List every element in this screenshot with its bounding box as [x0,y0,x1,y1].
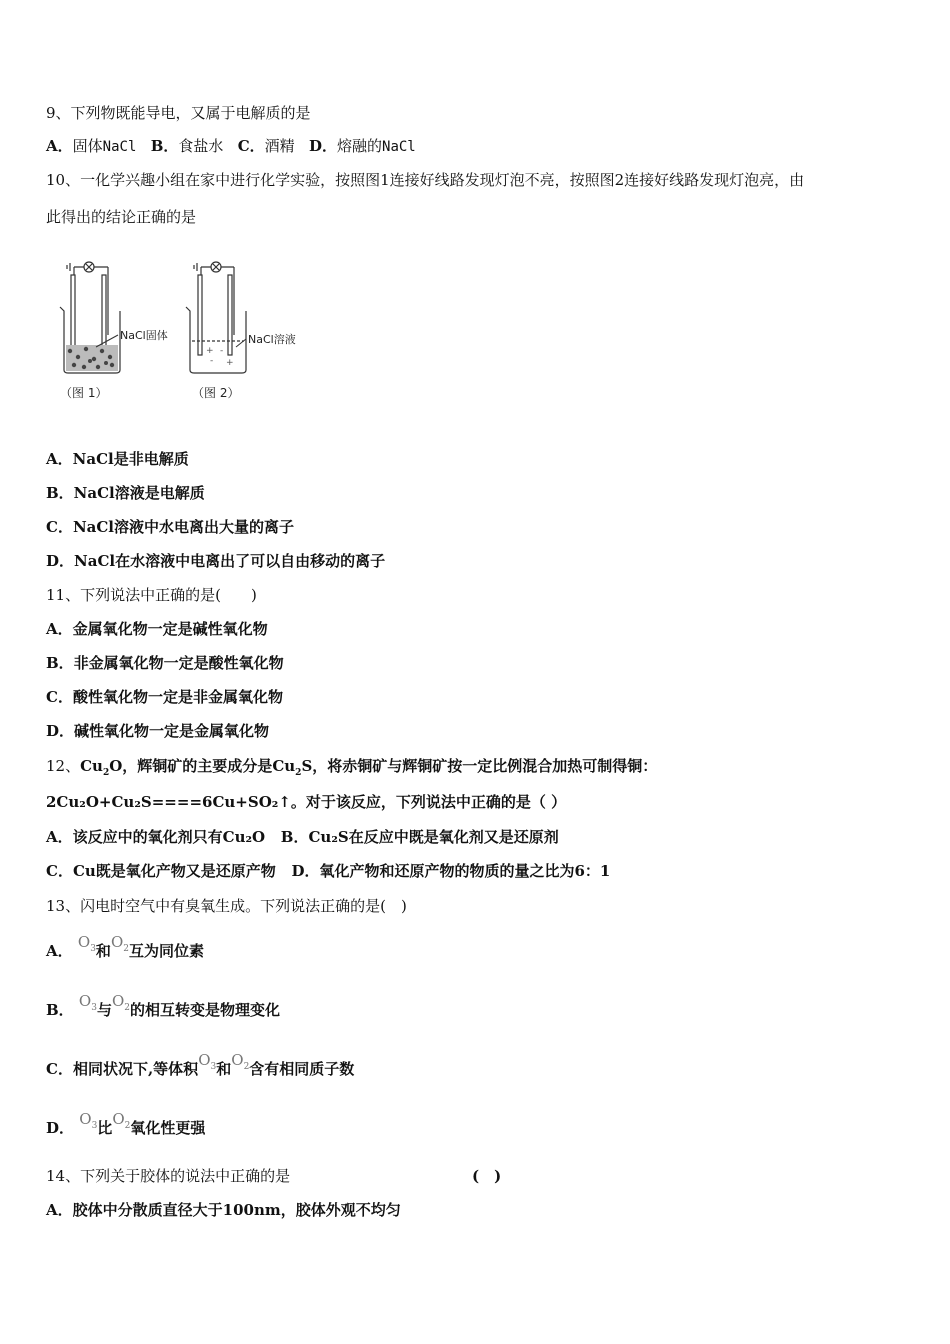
figure1-label: NaCl固体 [120,329,168,342]
q10-stem-line2: 此得出的结论正确的是 [46,208,197,226]
q10-option-a: A．NaCl是非电解质 [46,450,189,468]
q9-b-label: B． [150,137,179,155]
q13-option-b [46,992,281,1027]
q10-figure [56,255,316,415]
q13-d-label: D． [46,1119,75,1137]
q12-stem-part2: ，将赤铜矿与辉铜矿按一定比例混合加热可制得铜： [312,757,658,775]
figure2-label: NaCl溶液 [248,333,296,346]
ozone-formula: $O_3$ [79,1110,98,1131]
svg-text:+: + [206,346,214,356]
figure2-pointer [236,339,246,347]
q9-a-text: 固体 [72,137,103,155]
svg-text:-: - [210,356,214,366]
q9-d-text: 熔融的 [337,137,383,155]
ozone-formula: $O_3$ [78,992,97,1013]
ozone-formula: $O_3$ [77,933,96,954]
q10-option-b: B．NaCl溶液是电解质 [46,484,205,502]
oxygen-formula: $O_2$ [112,1110,131,1131]
q12-number: 12、 [46,757,81,775]
q11-stem: 11、下列说法中正确的是( ) [46,586,257,604]
oxygen-formula: $O_2$ [110,933,129,954]
q12-options-cd [46,861,610,881]
svg-text:+: + [226,358,234,368]
ozone-formula: $O_3$ [198,1051,217,1072]
q13-a-end: 互为同位素 [128,942,204,960]
figure1-caption: （图 1） [60,386,108,400]
q9-stem: 9、下列物既能导电，又属于电解质的是 [46,104,311,122]
q12-stem: 12、$Cu_2O$，辉铜矿的主要成分是$Cu_2S$，将赤铜矿与辉铜矿按一定比例混合加热可制得铜： [46,757,658,778]
q13-option-d [46,1110,206,1145]
q13-c-mid: 和 [216,1060,232,1078]
q13-b-label: B． [46,1001,74,1019]
q13-stem: 13、闪电时空气中有臭氧生成。下列说法正确的是( ) [46,897,407,915]
q9-d-nacl: NaCl [382,139,416,155]
q12-cu2o: Cu [80,757,103,775]
q12-option-d: D．氧化产物和还原产物的物质的量之比为6：1 [291,862,611,880]
q12-option-c: C．Cu既是氧化产物又是还原产物 [46,862,276,880]
figure2-apparatus [186,262,246,373]
q11-option-d: D．碱性氧化物一定是金属氧化物 [46,722,270,740]
oxygen-formula: $O_2$ [111,992,131,1013]
figure2-caption: （图 2） [192,386,240,400]
q12-option-a: A．该反应中的氧化剂只有Cu₂O [46,828,266,846]
q12-options-ab [46,827,559,847]
q9-d-label: D． [308,137,337,155]
q11-option-a: A．金属氧化物一定是碱性氧化物 [46,620,268,638]
q12-stem-part1: ，辉铜矿的主要成分是 [122,757,273,775]
q9-a-label: A． [46,137,73,155]
q13-b-end: 的相互转变是物理变化 [130,1001,281,1019]
q13-b-mid: 与 [96,1001,112,1019]
q13-option-c [46,1051,355,1086]
q10-option-c: C．NaCl溶液中水电离出大量的离子 [46,518,295,536]
q13-d-mid: 比 [97,1119,113,1137]
q12-equation: 2Cu₂O+Cu₂S====6Cu+SO₂↑。对于该反应，下列说法中正确的是（ ） [46,793,567,811]
q14-stem: 14、下列关于胶体的说法中正确的是 [46,1167,291,1185]
svg-text:-: - [220,346,224,356]
q13-c-end: 含有相同质子数 [249,1060,355,1078]
q12-option-b: B．Cu₂S在反应中既是氧化剂又是还原剂 [280,828,559,846]
q11-option-c: C．酸性氧化物一定是非金属氧化物 [46,688,283,706]
nacl-solid-particles [66,345,118,371]
q13-c-start: 相同状况下,等体积 [72,1060,199,1078]
q10-stem-line1: 10、一化学兴趣小组在家中进行化学实验，按照图1连接好线路发现灯泡不亮，按照图2连接好线路发现灯泡亮，由 [46,171,805,189]
q14-option-a: A．胶体中分散质直径大于100nm，胶体外观不均匀 [46,1201,401,1219]
q9-c-label: C． [237,137,265,155]
oxygen-formula: $O_2$ [231,1051,250,1072]
q13-d-end: 氧化性更强 [130,1119,206,1137]
q13-c-label: C． [46,1060,73,1078]
q13-a-label: A． [46,942,73,960]
q11-option-b: B．非金属氧化物一定是酸性氧化物 [46,654,284,672]
conductivity-diagram [56,255,316,415]
q9-a-nacl: NaCl [102,139,137,155]
q9-options [46,136,416,157]
q10-option-d: D．NaCl在水溶液中电离出了可以自由移动的离子 [46,552,386,570]
q14-paren: ( ) [472,1167,502,1185]
q9-c-text: 酒精 [264,137,295,155]
q13-option-a [46,933,204,968]
q9-b-text: 食盐水 [178,137,224,155]
q13-a-mid: 和 [95,942,111,960]
